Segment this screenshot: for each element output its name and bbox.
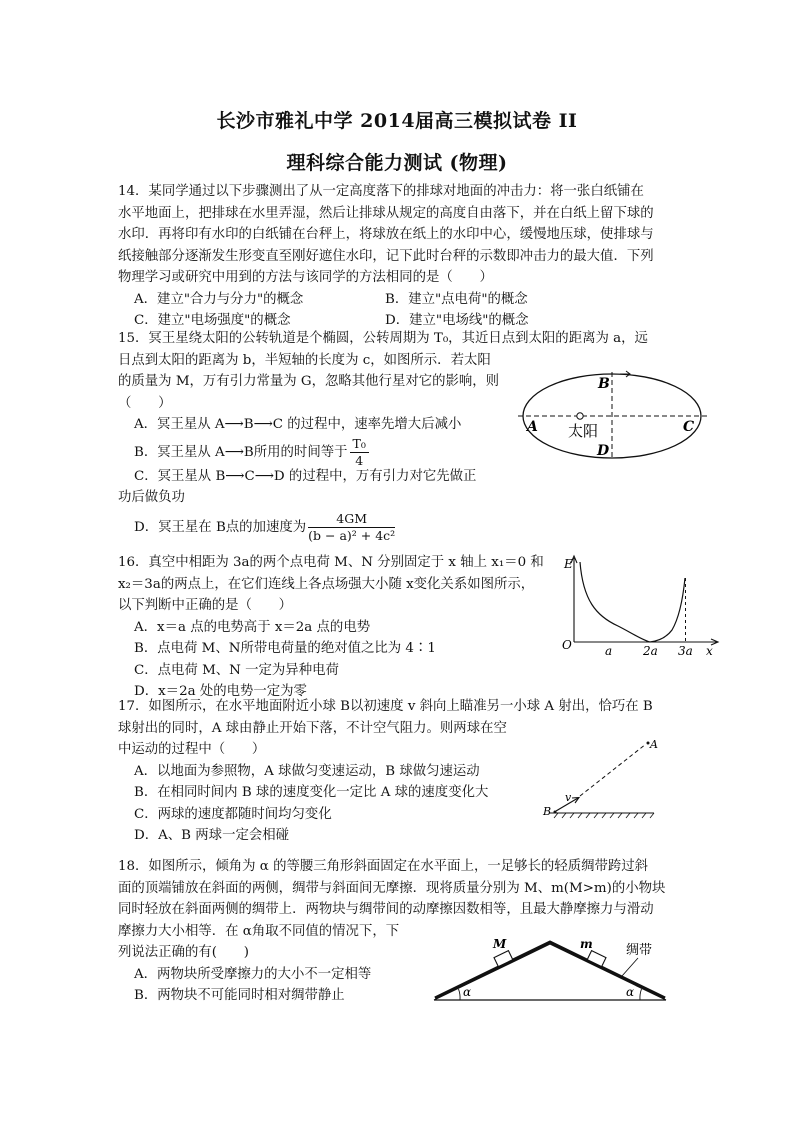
direction-arrow: [620, 371, 630, 377]
q15-option-c-cont: 功后做负功: [118, 490, 185, 505]
q15-option-d-fraction: [308, 511, 395, 544]
q15-option-d-row: [118, 509, 648, 547]
q15-option-b: B．冥王星从 A⟶B所用的时间等于: [134, 444, 348, 460]
angle-arc-left: [459, 989, 461, 1000]
q18-option-b: B．两物块不可能同时相对绸带静止: [134, 988, 345, 1003]
q18-line: 摩擦力大小相等．在 α角取不同值的情况下，下: [118, 923, 400, 939]
label-m-large: M: [493, 937, 507, 951]
q14-line: 水平地面上，把排球在水里弄湿，然后让排球从规定的高度自由落下，并在白纸上留下球的: [118, 205, 654, 221]
q15-option-a: A．冥王星从 A⟶B⟶C 的过程中，速率先增大后减小: [134, 417, 462, 432]
belt-leader-line: [622, 958, 638, 976]
sun-marker: [577, 413, 583, 419]
label-a: A: [650, 738, 658, 751]
q14-line: 物理学习或研究中用到的方法与该同学的方法相同的是（ ）: [118, 270, 493, 285]
q15-line: （ ）: [118, 395, 172, 411]
q18-line: 同时轻放在斜面两侧的绸带上．两物块与绸带间的动摩擦因数相等，且最大静摩擦力与滑动: [118, 902, 654, 917]
q18-line: 面的顶端铺放在斜面的两侧，绸带与斜面间无摩擦．现将质量分别为 M、m(M>m)的小物块: [118, 880, 666, 896]
q17-option-b: B．在相同时间内 B 球的速度变化一定比 A 球的速度变化大: [134, 785, 489, 800]
block-m-small: [587, 951, 606, 967]
q14-option-c: C．建立"电场强度"的概念: [134, 313, 291, 328]
angle-arc-right: [640, 989, 642, 1000]
question-16: [118, 552, 544, 703]
q14-option-b: B．建立"点电荷"的概念: [385, 291, 528, 307]
tick-label-a: a: [605, 644, 613, 658]
orbit-figure: [518, 366, 708, 462]
q14-option-a: A．建立"合力与分力"的概念: [134, 291, 304, 307]
label-alpha-right: α: [626, 985, 635, 999]
q16-option-d: D．x＝2a 处的电势一定为零: [134, 684, 307, 699]
q14-line: 14．某同学通过以下步骤测出了从一定高度落下的排球对地面的冲击力：将一张白纸铺在: [118, 184, 644, 199]
q17-option-a: A．以地面为参照物，A 球做匀变速运动，B 球做匀速运动: [134, 763, 480, 779]
q17-option-c: C．两球的速度都随时间均匀变化: [134, 806, 332, 822]
tick-label-3a: 3a: [678, 644, 693, 658]
fraction-numerator: T₀: [350, 436, 369, 453]
q17-option-d: D．A、B 两球一定会相碰: [134, 828, 290, 843]
fraction-denominator: 4: [355, 452, 364, 468]
q14-option-d: D．建立"电场线"的概念: [385, 313, 529, 328]
tick-label-2a: 2a: [643, 644, 658, 658]
label-belt: 绸带: [626, 943, 653, 958]
q16-line: 以下判断中正确的是（ ）: [118, 598, 293, 613]
exam-title: 长沙市雅礼中学 2014届高三模拟试卷 II: [216, 110, 578, 132]
incline-figure: [430, 928, 678, 1006]
origin-label: O: [562, 638, 572, 652]
q16-line: x₂＝3a的两点上，在它们连线上各点场强大小随 x变化关系如图所示，: [118, 576, 535, 592]
label-v: v: [565, 791, 572, 804]
q16-option-a: A．x＝a 点的电势高于 x＝2a 点的电势: [134, 619, 371, 635]
exam-subtitle: 理科综合能力测试 (物理): [286, 152, 508, 174]
fraction-numerator: 4GM: [308, 511, 395, 528]
label-c: C: [683, 419, 695, 435]
q18-line: 18．如图所示，倾角为 α 的等腰三角形斜面固定在水平面上，一足够长的轻质绸带跨过斜: [118, 859, 649, 874]
q16-option-b: B．点电荷 M、N所带电荷量的绝对值之比为 4∶1: [134, 641, 436, 656]
label-m-small: m: [580, 937, 593, 951]
fraction-denominator: (b − a)² + 4c²: [308, 527, 396, 543]
q18-option-a: A．两物块所受摩擦力的大小不一定相等: [134, 966, 372, 982]
aim-line: [580, 744, 646, 796]
projectile-figure: [536, 734, 662, 826]
q14-line: 水印．再将印有水印的白纸铺在台秤上，将球放在纸上的水印中心，缓慢地压球，使排球与: [118, 227, 654, 242]
q15-option-b-fraction: [350, 436, 369, 469]
field-figure: [558, 552, 724, 660]
label-alpha-left: α: [463, 985, 472, 999]
q15-line: 日点到太阳的距离为 b，半短轴的长度为 c，如图所示．若太阳: [118, 352, 491, 368]
q15-line: 的质量为 M，万有引力常量为 G，忽略其他行星对它的影响，则: [118, 374, 500, 389]
axis-label-x: x: [706, 644, 713, 658]
ball-b: [554, 811, 557, 814]
q18-line: 列说法正确的有( ): [118, 945, 249, 960]
label-d: D: [597, 443, 610, 459]
q16-line: 16．真空中相距为 3a的两个点电荷 M、N 分别固定于 x 轴上 x₁＝0 和: [118, 555, 544, 570]
q17-line: 中运动的过程中（ ）: [118, 742, 266, 757]
field-curve: [580, 562, 685, 642]
question-14: [118, 181, 654, 332]
block-m-large: [494, 951, 513, 967]
label-sun: 太阳: [568, 422, 599, 440]
label-b: B: [543, 805, 552, 818]
q15-line: 15．冥王星绕太阳的公转轨道是个椭圆，公转周期为 T₀，其近日点到太阳的距离为 a，远: [118, 331, 648, 346]
q14-options-row: [118, 289, 654, 311]
ground-hatch: [554, 813, 654, 818]
q14-line: 纸接触部分逐渐发生形变直至刚好遮住水印，记下此时台秤的示数即冲击力的最大值．下列: [118, 248, 654, 264]
q15-option-c: C．冥王星从 B⟶C⟶D 的过程中，万有引力对它先做正: [134, 468, 477, 484]
axis-label-e: E: [564, 557, 573, 571]
q17-line: 球射出的同时，A 球由静止开始下落，不计空气阻力。则两球在空: [118, 720, 507, 736]
label-b: B: [598, 376, 610, 392]
q16-option-c: C．点电荷 M、N 一定为异种电荷: [134, 662, 339, 678]
q15-option-d: D．冥王星在 B点的加速度为: [134, 519, 307, 535]
label-a: A: [527, 419, 538, 435]
q17-line: 17．如图所示，在水平地面附近小球 B以初速度 v 斜向上瞄准另一小球 A 射出，恰巧在 B: [118, 699, 653, 714]
